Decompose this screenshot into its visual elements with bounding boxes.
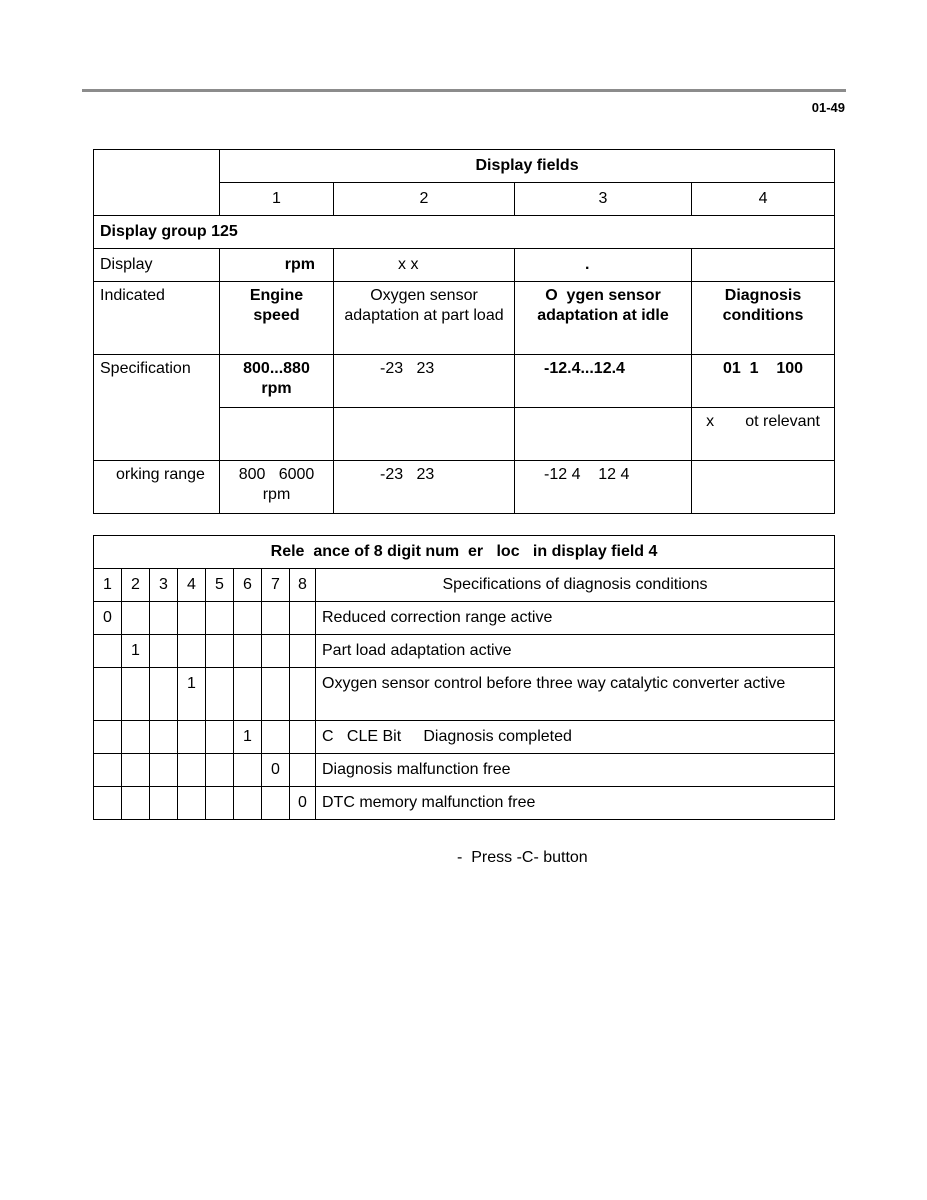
digit-cell <box>150 602 178 635</box>
working-value-2: -23 23 <box>334 461 515 514</box>
table-row <box>94 754 835 787</box>
digit-header: 1 <box>94 569 122 602</box>
digit-cell <box>122 602 150 635</box>
relevance-table <box>93 535 835 820</box>
digit-cell <box>94 754 122 787</box>
digit-header: 3 <box>150 569 178 602</box>
digit-cell <box>178 721 206 754</box>
digit-cell <box>206 754 234 787</box>
display-fields-header: Display fields <box>220 150 835 183</box>
spec-empty-1 <box>220 408 334 461</box>
spec-value-4: 01 1 100 <box>692 355 835 408</box>
row-label-display: Display <box>94 249 220 282</box>
table-row <box>94 787 835 820</box>
working-value-3: -12 4 12 4 <box>515 461 692 514</box>
digit-header: 6 <box>234 569 262 602</box>
field-number: 3 <box>515 183 692 216</box>
header-rule <box>82 89 846 92</box>
digit-cell <box>206 721 234 754</box>
spec-value-3: -12.4...12.4 <box>515 355 692 408</box>
digit-cell <box>262 635 290 668</box>
digit-cell <box>262 602 290 635</box>
spec-empty-2 <box>334 408 515 461</box>
digit-cell: 1 <box>122 635 150 668</box>
digit-header: 2 <box>122 569 150 602</box>
digit-cell <box>150 787 178 820</box>
digit-cell: 0 <box>262 754 290 787</box>
digit-header: 8 <box>290 569 316 602</box>
working-value-4 <box>692 461 835 514</box>
table-row <box>94 668 835 721</box>
digit-cell <box>122 754 150 787</box>
page-number: 01-49 <box>811 100 845 115</box>
digit-cell <box>150 721 178 754</box>
digit-cell <box>150 668 178 721</box>
digit-cell <box>290 635 316 668</box>
row-label-indicated: Indicated <box>94 282 220 355</box>
condition-description: Diagnosis malfunction free <box>316 754 835 787</box>
spec-header: Specifications of diagnosis conditions <box>316 569 835 602</box>
working-value-1: 800 6000 rpm <box>220 461 334 514</box>
digit-header: 7 <box>262 569 290 602</box>
digit-cell <box>94 668 122 721</box>
digit-cell <box>94 635 122 668</box>
digit-cell <box>206 635 234 668</box>
digit-cell <box>94 721 122 754</box>
field-number: 2 <box>334 183 515 216</box>
digit-cell <box>290 602 316 635</box>
corner-cell <box>94 150 220 216</box>
digit-cell <box>178 602 206 635</box>
digit-cell <box>178 754 206 787</box>
digit-cell <box>262 668 290 721</box>
digit-cell <box>290 754 316 787</box>
digit-cell <box>206 602 234 635</box>
spec-value-2: -23 23 <box>334 355 515 408</box>
display-value-4 <box>692 249 835 282</box>
digit-cell <box>122 787 150 820</box>
indicated-value-4: Diagnosis conditions <box>692 282 835 355</box>
table-row <box>94 602 835 635</box>
spec-value-1: 800...880 rpm <box>220 355 334 408</box>
digit-cell <box>94 787 122 820</box>
condition-description: Oxygen sensor control before three way catalytic converter active <box>316 668 835 721</box>
row-label-specification: Specification <box>94 355 220 461</box>
digit-cell <box>178 787 206 820</box>
field-number: 1 <box>220 183 334 216</box>
indicated-value-1: Engine speed <box>220 282 334 355</box>
digit-header: 5 <box>206 569 234 602</box>
digit-cell <box>262 721 290 754</box>
display-value-1: rpm <box>220 249 334 282</box>
digit-cell <box>150 754 178 787</box>
relevance-title: Rele ance of 8 digit num er loc in display field 4 <box>94 536 835 569</box>
condition-description: Part load adaptation active <box>316 635 835 668</box>
digit-cell <box>234 635 262 668</box>
digit-cell <box>234 787 262 820</box>
table-row <box>94 635 835 668</box>
digit-cell: 1 <box>178 668 206 721</box>
digit-cell <box>262 787 290 820</box>
display-group-title: Display group 125 <box>94 216 835 249</box>
digit-cell <box>234 602 262 635</box>
condition-description: Reduced correction range active <box>316 602 835 635</box>
display-value-2: x x <box>334 249 515 282</box>
digit-cell: 0 <box>290 787 316 820</box>
indicated-value-2: Oxygen sensor adaptation at part load <box>334 282 515 355</box>
digit-cell <box>122 721 150 754</box>
digit-cell: 1 <box>234 721 262 754</box>
digit-cell <box>122 668 150 721</box>
indicated-value-3: O ygen sensor adaptation at idle <box>515 282 692 355</box>
row-label-working-range: orking range <box>94 461 220 514</box>
spec-note-4: x ot relevant <box>692 408 835 461</box>
digit-header: 4 <box>178 569 206 602</box>
display-group-table <box>93 149 835 514</box>
digit-cell <box>150 635 178 668</box>
condition-description: C CLE Bit Diagnosis completed <box>316 721 835 754</box>
condition-description: DTC memory malfunction free <box>316 787 835 820</box>
digit-cell <box>206 668 234 721</box>
digit-cell <box>234 668 262 721</box>
digit-cell <box>290 721 316 754</box>
digit-cell <box>234 754 262 787</box>
digit-cell <box>206 787 234 820</box>
table-row <box>94 721 835 754</box>
digit-cell <box>290 668 316 721</box>
field-number: 4 <box>692 183 835 216</box>
spec-empty-3 <box>515 408 692 461</box>
digit-cell: 0 <box>94 602 122 635</box>
digit-cell <box>178 635 206 668</box>
display-value-3: . <box>515 249 692 282</box>
press-c-instruction: - Press -C- button <box>457 849 588 866</box>
